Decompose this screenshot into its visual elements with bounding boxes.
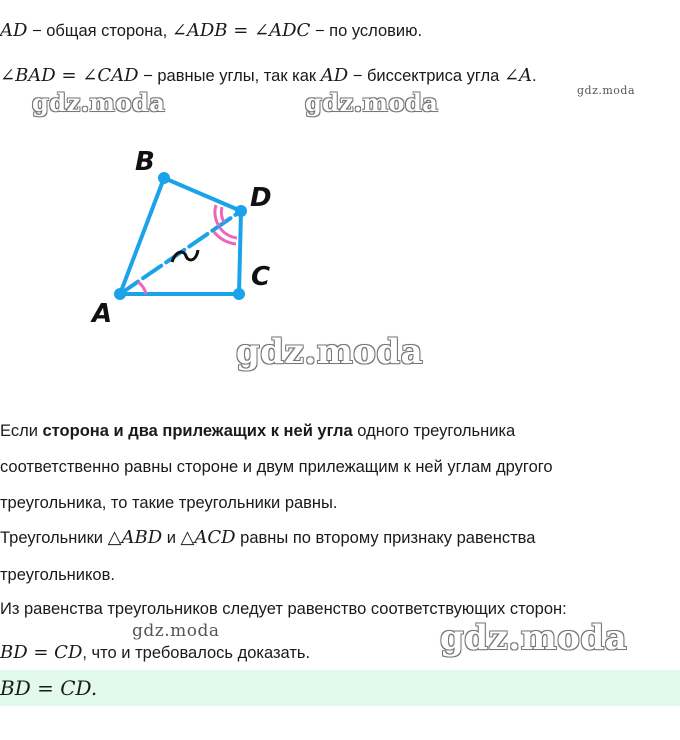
theorem-bold: сторона и два прилежащих к ней угла — [42, 422, 353, 440]
theorem-line-2: соответственно равны стороне и двум прилежащим к ней углам другого — [0, 458, 553, 476]
theorem-line-3: треугольника, то такие треугольники равны. — [0, 494, 338, 512]
math-bd-cd: BD = CD — [0, 642, 83, 663]
angle-mark-d-top2 — [221, 207, 224, 222]
point-c — [233, 288, 245, 300]
conclusion-intro: Из равенства треугольников следует равенство соответствующих сторон: — [0, 600, 567, 618]
watermark: gdz.moda — [440, 618, 628, 658]
label-c: C — [251, 262, 271, 292]
watermark: gdz.moda — [577, 84, 636, 97]
point-a — [114, 288, 126, 300]
watermark: gdz.moda — [236, 332, 424, 372]
math-angle-bad-cad: ∠BAD = ∠CAD — [0, 65, 139, 86]
watermark: gdz.moda — [132, 621, 220, 641]
segment-dc — [239, 211, 241, 294]
math-angle-equality: ∠ADB = ∠ADC — [171, 20, 311, 41]
label-d: D — [250, 183, 272, 213]
math-triangle-abd: △ABD — [107, 527, 163, 548]
triangles-line-2: треугольников. — [0, 566, 115, 584]
statement-line-2: ∠BAD = ∠CAD − равные углы, так как AD − биссектриса угла ∠A. — [0, 65, 537, 86]
watermark: gdz.moda — [305, 88, 439, 117]
math-angle-a: ∠A — [503, 65, 533, 86]
segment-bd — [164, 178, 241, 211]
angle-mark-d-inner — [220, 228, 237, 238]
quadrilateral-diagram — [0, 0, 680, 330]
label-a: A — [92, 299, 113, 329]
conclusion-line: BD = CD, что и требовалось доказать. — [0, 642, 311, 663]
label-b: B — [135, 147, 155, 177]
statement-line-1: AD − общая сторона, ∠ADB = ∠ADC − по условию. — [0, 20, 423, 41]
math-triangle-acd: △ACD — [180, 527, 236, 548]
theorem-line-1: Если сторона и два прилежащих к ней угла одного треугольника — [0, 422, 516, 440]
math-ad: AD — [0, 20, 28, 41]
watermark: gdz.moda — [32, 88, 166, 117]
math-ad: AD — [320, 65, 349, 86]
point-b — [158, 172, 170, 184]
answer-text: BD = CD. — [0, 676, 98, 700]
angle-mark-d-top — [215, 205, 219, 226]
answer-box — [0, 670, 680, 706]
triangles-line-1: Треугольники △ABD и △ACD равны по второму признаку равенства — [0, 527, 536, 548]
point-d — [235, 205, 247, 217]
